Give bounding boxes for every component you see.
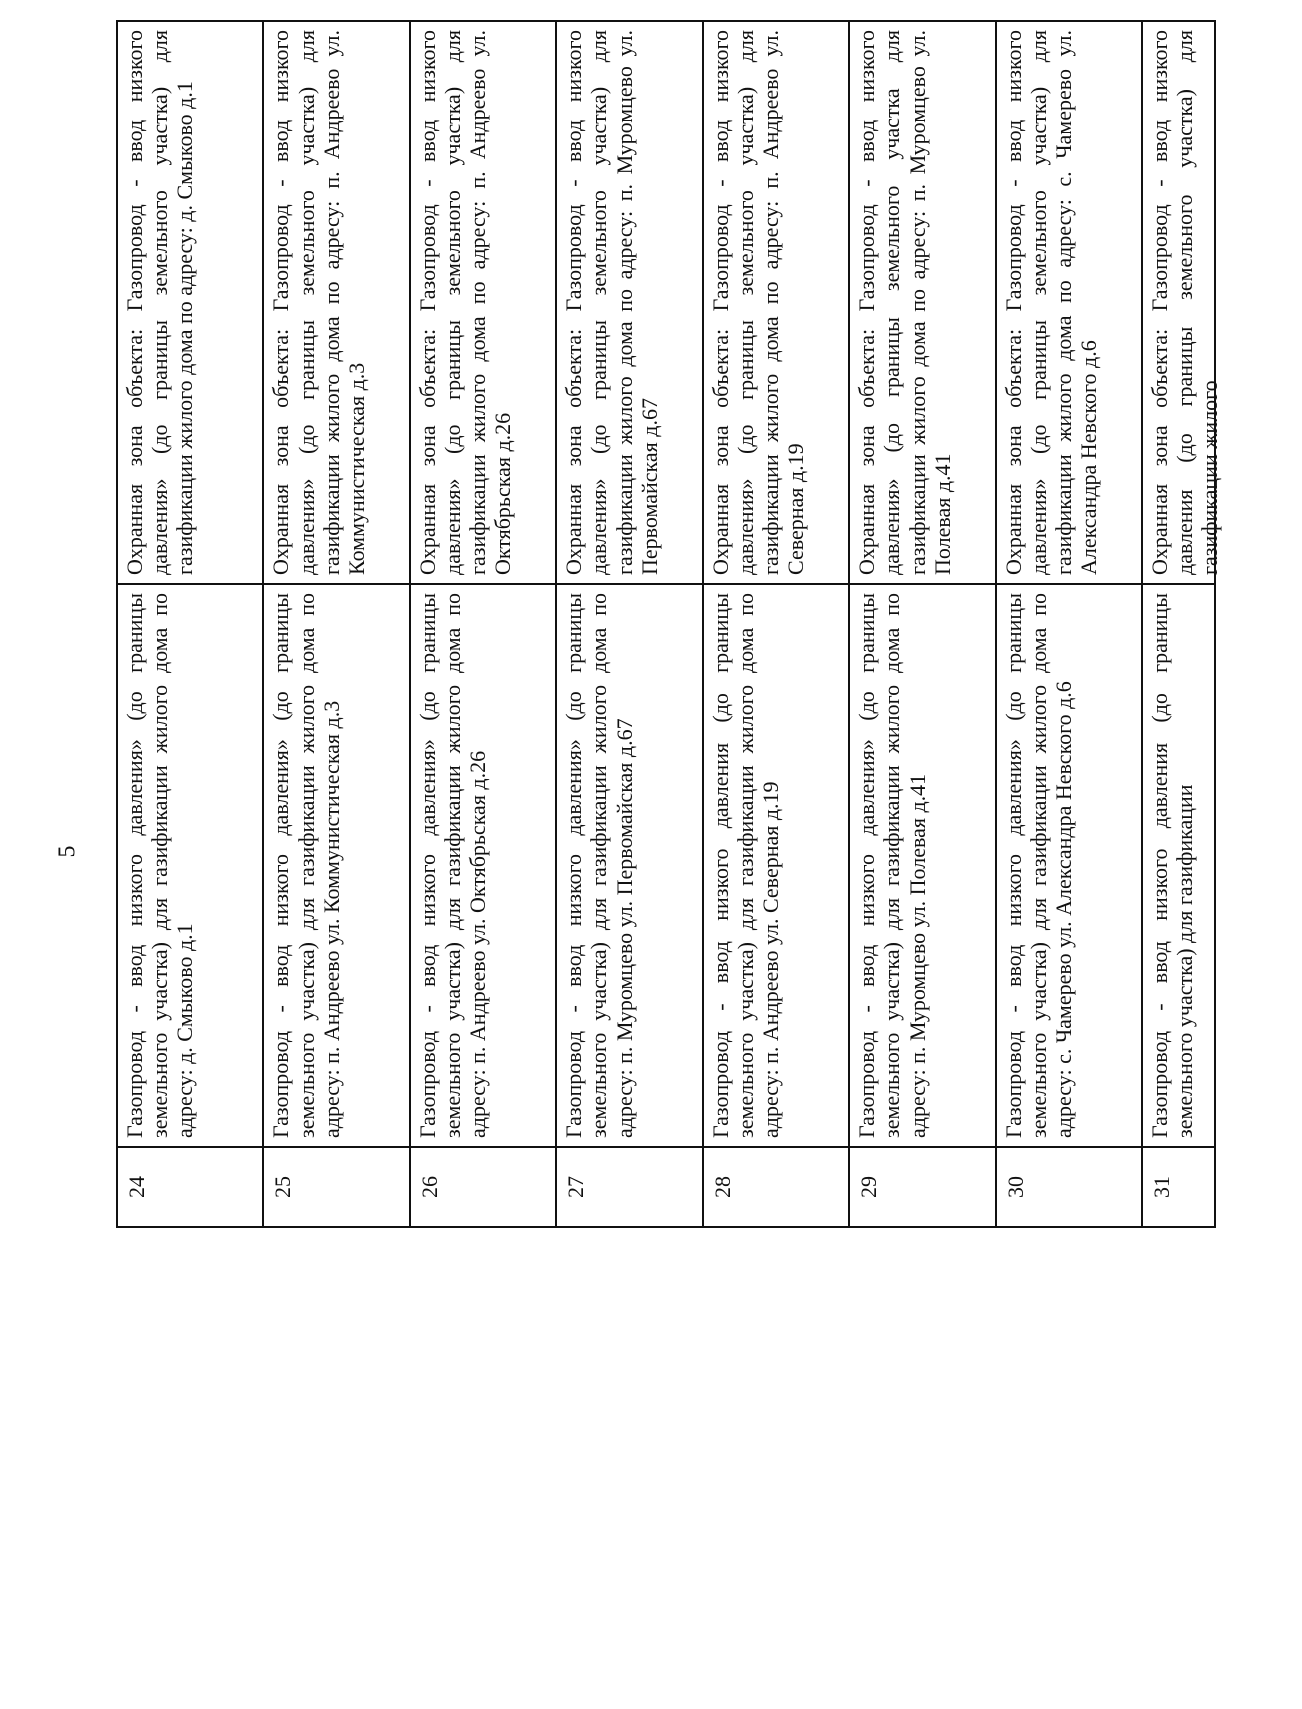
row-number: 24 bbox=[117, 1147, 263, 1227]
object-cell: Газопровод - ввод низкого давления» (до границы земельного участка) для газификации жилого дома по адресу: п. Муромцево ул. Первомайская д.67 bbox=[556, 584, 702, 1147]
zone-cell: Охранная зона объекта: Газопровод - ввод низкого давления» (до границы земельного участка) для газификации жилого дома по адресу: п. Муромцево ул. Первомайская д.67 bbox=[556, 21, 702, 584]
row-number: 25 bbox=[263, 1147, 409, 1227]
table-row bbox=[410, 21, 556, 1227]
zone-text: Охранная зона объекта: Газопровод - ввод низкого давления (до границы земельного участка) для газификации жилого bbox=[1147, 30, 1223, 575]
object-text: Газопровод - ввод низкого давления (до границы земельного участка) для газификации bbox=[1147, 593, 1198, 1138]
table-row bbox=[556, 21, 702, 1227]
object-cell: Газопровод - ввод низкого давления» (до границы земельного участка) для газификации жилого дома по адресу: д. Смыково д.1 bbox=[117, 584, 263, 1147]
table-row bbox=[1142, 21, 1215, 1227]
zone-cell: Охранная зона объекта: Газопровод - ввод низкого давления» (до границы земельного участка) для газификации жилого дома по адресу: п. Андреево ул. Октябрьская д.26 bbox=[410, 21, 556, 584]
zone-cell bbox=[1142, 21, 1223, 584]
zone-cell: Охранная зона объекта: Газопровод - ввод низкого давления» (до границы земельного участка) для газификации жилого дома по адресу: п. Андреево ул. Коммунистическая д.3 bbox=[263, 21, 409, 584]
object-cell: Газопровод - ввод низкого давления» (до границы земельного участка) для газификации жилого дома по адресу: п. Муромцево ул. Полевая д.41 bbox=[849, 584, 995, 1147]
object-cell bbox=[1142, 584, 1215, 1147]
document-table-wrapper bbox=[116, 30, 1302, 1198]
zone-cell: Охранная зона объекта: Газопровод - ввод низкого давления» (до границы земельного участка) для газификации жилого дома по адресу: с. Чамерево ул. Александра Невского д.6 bbox=[996, 21, 1142, 584]
row-number: 31 bbox=[1142, 1147, 1215, 1227]
table-row bbox=[849, 21, 995, 1227]
zone-cell: Охранная зона объекта: Газопровод - ввод низкого давления» (до границы земельного участка) для газификации жилого дома по адресу: п. Андреево ул. Северная д.19 bbox=[703, 21, 849, 584]
table-row bbox=[263, 21, 409, 1227]
row-number: 28 bbox=[703, 1147, 849, 1227]
page-number: 5 bbox=[54, 845, 81, 858]
object-cell: Газопровод - ввод низкого давления (до границы земельного участка) для газификации жилого дома по адресу: п. Андреево ул. Северная д.19 bbox=[703, 584, 849, 1147]
row-number: 27 bbox=[556, 1147, 702, 1227]
table-row bbox=[703, 21, 849, 1227]
object-cell: Газопровод - ввод низкого давления» (до границы земельного участка) для газификации жилого дома по адресу: п. Андреево ул. Коммунистическая д.3 bbox=[263, 584, 409, 1147]
table-row bbox=[117, 21, 263, 1227]
zone-cell: Охранная зона объекта: Газопровод - ввод низкого давления» (до границы земельного участка для газификации жилого дома по адресу: п. Муромцево ул. Полевая д.41 bbox=[849, 21, 995, 584]
object-cell: Газопровод - ввод низкого давления» (до границы земельного участка) для газификации жилого дома по адресу: с. Чамерево ул. Александра Невского д.6 bbox=[996, 584, 1142, 1147]
row-number: 29 bbox=[849, 1147, 995, 1227]
table-row bbox=[996, 21, 1142, 1227]
zone-cell: Охранная зона объекта: Газопровод - ввод низкого давления» (до границы земельного участка) для газификации жилого дома по адресу: д. Смыково д.1 bbox=[117, 21, 263, 584]
document-table bbox=[116, 20, 1223, 1228]
row-number: 26 bbox=[410, 1147, 556, 1227]
row-number: 30 bbox=[996, 1147, 1142, 1227]
object-cell: Газопровод - ввод низкого давления» (до границы земельного участка) для газификации жилого дома по адресу: п. Андреево ул. Октябрьская д.26 bbox=[410, 584, 556, 1147]
